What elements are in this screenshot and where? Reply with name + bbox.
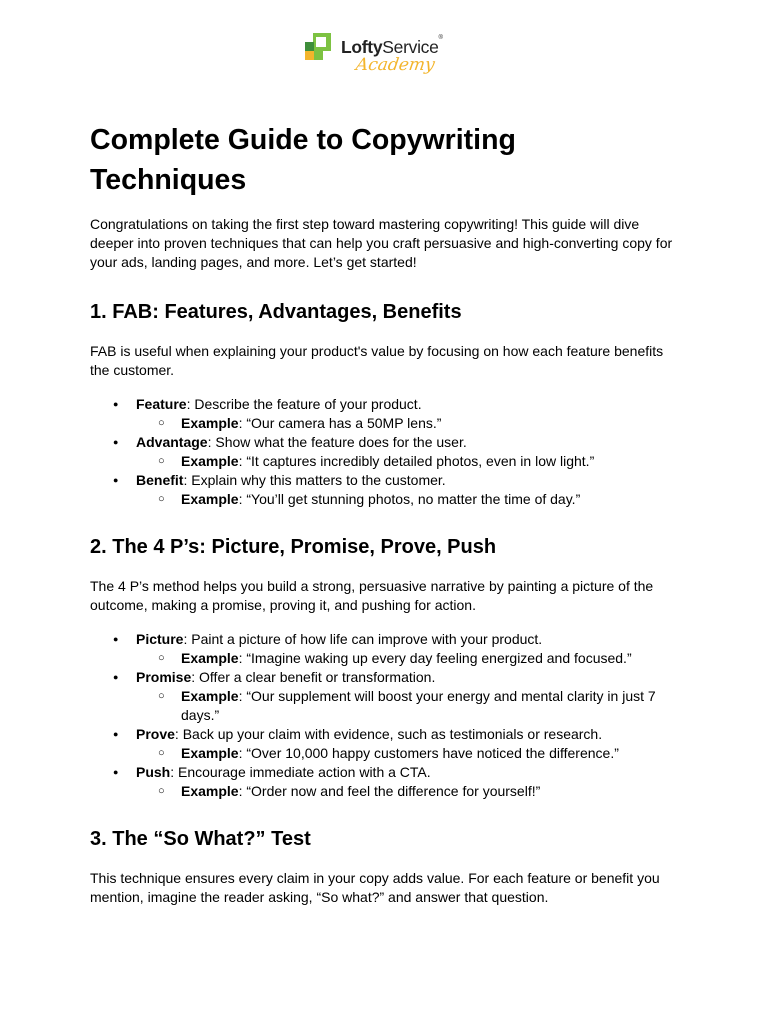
four-ps-list (90, 630, 680, 801)
section-heading-4ps: 2. The 4 P’s: Picture, Promise, Prove, Push (90, 536, 497, 558)
example-item: ○ Example: “Our camera has a 50MP lens.” (136, 414, 680, 433)
brand-logo (305, 31, 455, 81)
document-body (90, 120, 680, 907)
example-item: ○ Example: “It captures incredibly detailed photos, even in low light.” (136, 452, 680, 471)
list-item-feature: ● Feature: Describe the feature of your product. ○ Example: “Our camera has a 50MP lens.” (90, 395, 680, 433)
example-item: ○ Example: “Over 10,000 happy customers have noticed the difference.” (136, 744, 680, 763)
example-item: ○ Example: “Our supplement will boost your energy and mental clarity in just 7 days.” (136, 687, 680, 725)
logo-brand-name: LoftyService® (341, 35, 443, 57)
example-item: ○ Example: “Order now and feel the difference for yourself!” (136, 782, 680, 801)
page-title: Complete Guide to Copywriting Techniques (90, 124, 516, 196)
logo-mark-icon (305, 33, 333, 63)
logo-academy-text: Academy (354, 55, 437, 75)
example-item: ○ Example: “You’ll get stunning photos, no matter the time of day.” (136, 490, 680, 509)
intro-paragraph: Congratulations on taking the first step toward mastering copywriting! This guide will dive deeper into proven techniques that can help you craft persuasive and high-converting copy for your ads, landing pages, and more. Let’s get started! (90, 216, 673, 270)
fab-list (90, 395, 680, 509)
section-text-4ps: The 4 P’s method helps you build a strong, persuasive narrative by painting a picture of the outcome, making a promise, proving it, and pushing for action. (90, 578, 654, 613)
list-item-advantage: ● Advantage: Show what the feature does for the user. ○ Example: “It captures incredibly detailed photos, even in low light.” (90, 433, 680, 471)
list-item-prove: ● Prove: Back up your claim with evidence, such as testimonials or research. ○ Example: “Over 10,000 happy customers have noticed the difference.” (90, 725, 680, 763)
section-text-fab: FAB is useful when explaining your product's value by focusing on how each feature benefits the customer. (90, 343, 664, 378)
list-item-picture: ● Picture: Paint a picture of how life can improve with your product. ○ Example: “Imagine waking up every day feeling energized and focused.” (90, 630, 680, 668)
section-heading-so-what: 3. The “So What?” Test (90, 828, 311, 850)
list-item-promise: ● Promise: Offer a clear benefit or transformation. ○ Example: “Our supplement will boost your energy and mental clarity in just 7 days.” (90, 668, 680, 725)
example-item: ○ Example: “Imagine waking up every day feeling energized and focused.” (136, 649, 680, 668)
list-item-benefit: ● Benefit: Explain why this matters to the customer. ○ Example: “You’ll get stunning photos, no matter the time of day.” (90, 471, 680, 509)
section-text-so-what: This technique ensures every claim in your copy adds value. For each feature or benefit you mention, imagine the reader asking, “So what?” and answer that question. (90, 870, 660, 905)
section-heading-fab: 1. FAB: Features, Advantages, Benefits (90, 301, 462, 323)
list-item-push: ● Push: Encourage immediate action with a CTA. ○ Example: “Order now and feel the difference for yourself!” (90, 763, 680, 801)
